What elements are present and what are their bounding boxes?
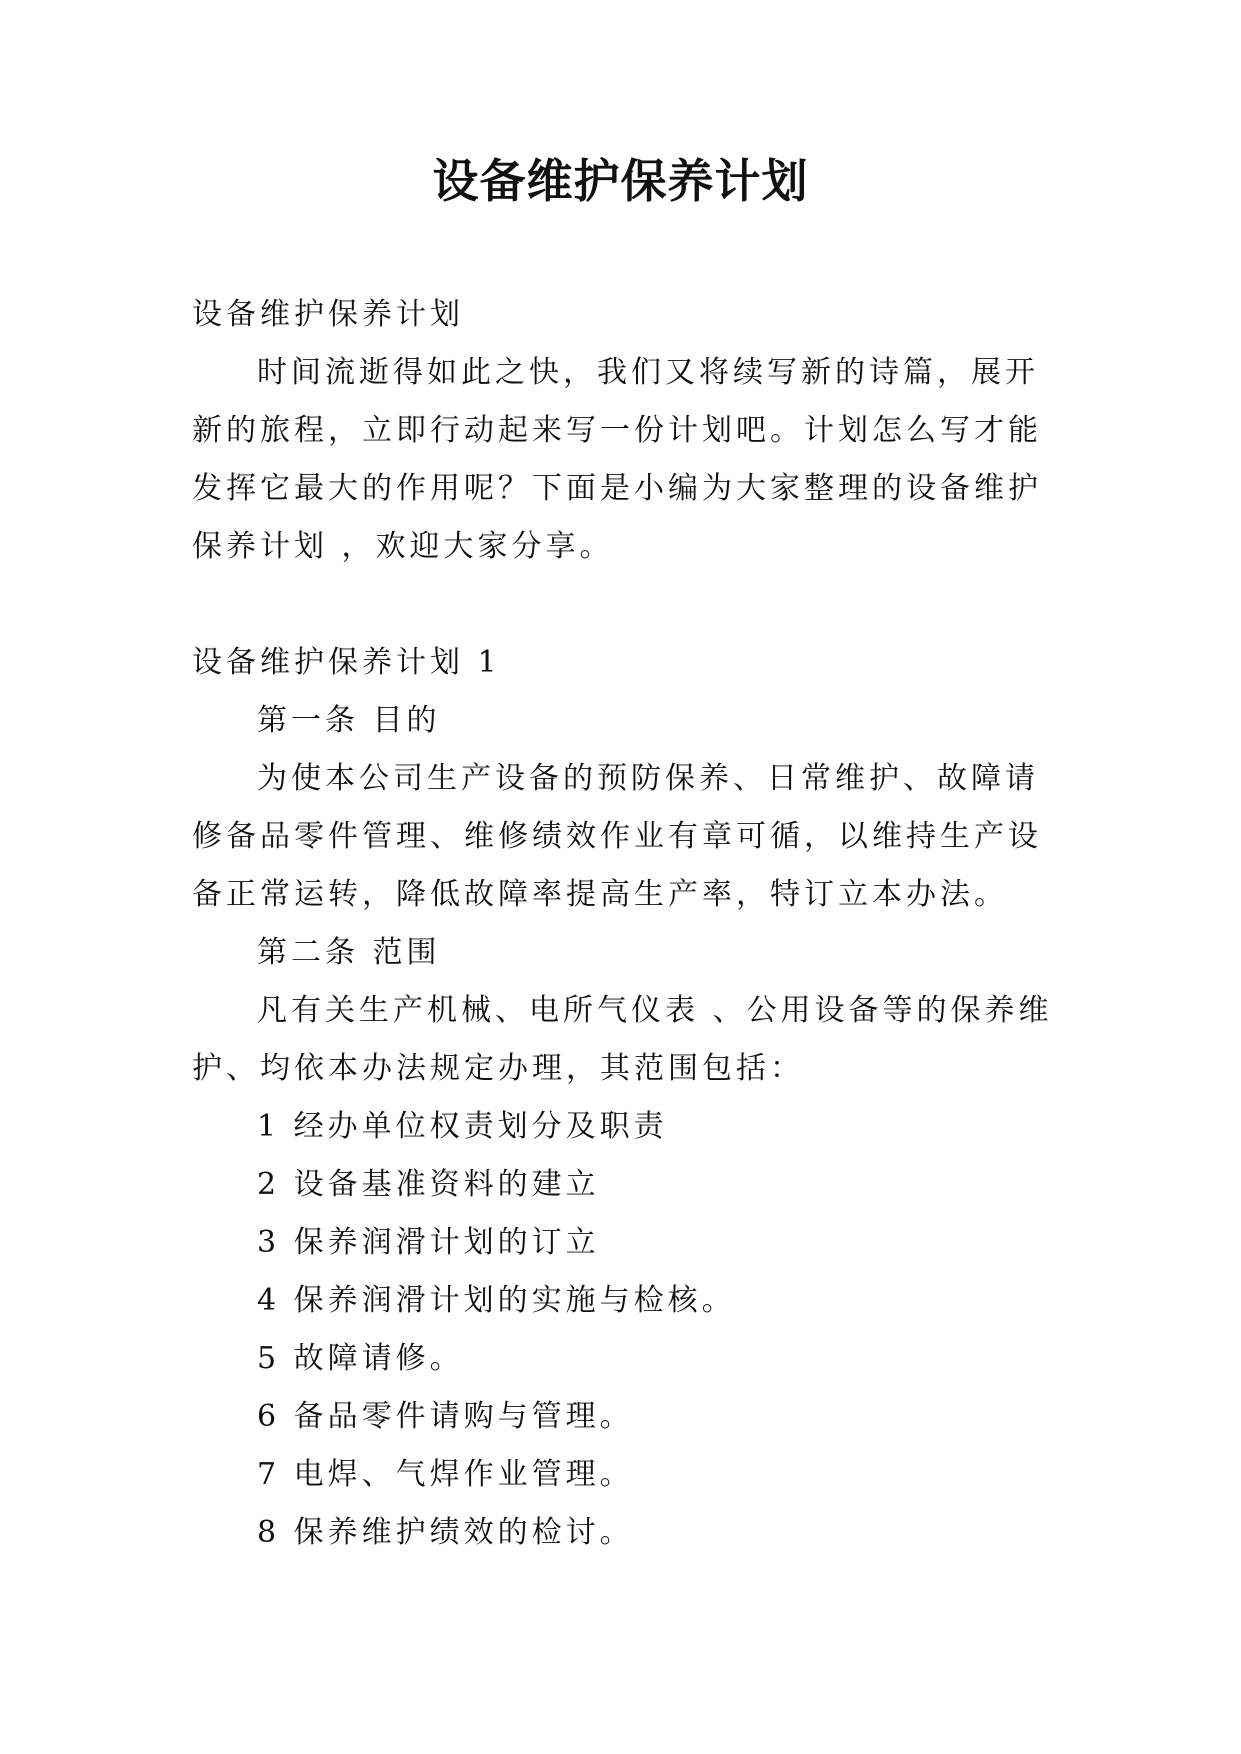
article-2-text: 凡有关生产机械、电所气仪表 、公用设备等的保养维护、均依本办法规定办理，其范围包括： <box>192 993 1053 1086</box>
article-1-text: 为使本公司生产设备的预防保养、日常维护、故障请修备品零件管理、维修绩效作业有章可循，以维持生产设备正常运转，降低故障率提高生产率，特订立本办法。 <box>192 761 1042 912</box>
scope-item: 7 电焊、气焊作业管理。 <box>257 1457 634 1492</box>
scope-item: 6 备品零件请购与管理。 <box>257 1399 634 1434</box>
article-1-title: 第一条 目的 <box>257 703 441 738</box>
scope-item: 1 经办单位权责划分及职责 <box>257 1109 668 1144</box>
scope-item: 5 故障请修。 <box>257 1341 464 1376</box>
section-heading: 设备维护保养计划 1 <box>192 645 501 680</box>
intro-heading: 设备维护保养计划 <box>192 297 464 332</box>
scope-item: 3 保养润滑计划的订立 <box>257 1225 600 1260</box>
document-title: 设备维护保养计划 <box>432 154 809 208</box>
intro-paragraph: 时间流逝得如此之快，我们又将续写新的诗篇，展开新的旅程，立即行动起来写一份计划吧。计划怎么写才能发挥它最大的作用呢？下面是小编为大家整理的设备维护保养计划 ，欢迎大家分享。 <box>192 355 1042 564</box>
paragraph-spacer <box>192 576 1057 634</box>
document-body <box>192 286 1057 1562</box>
scope-item: 8 保养维护绩效的检讨。 <box>257 1515 634 1550</box>
scope-item: 2 设备基准资料的建立 <box>257 1167 600 1202</box>
scope-item: 4 保养润滑计划的实施与检核。 <box>257 1283 736 1318</box>
article-2-title: 第二条 范围 <box>257 935 441 970</box>
